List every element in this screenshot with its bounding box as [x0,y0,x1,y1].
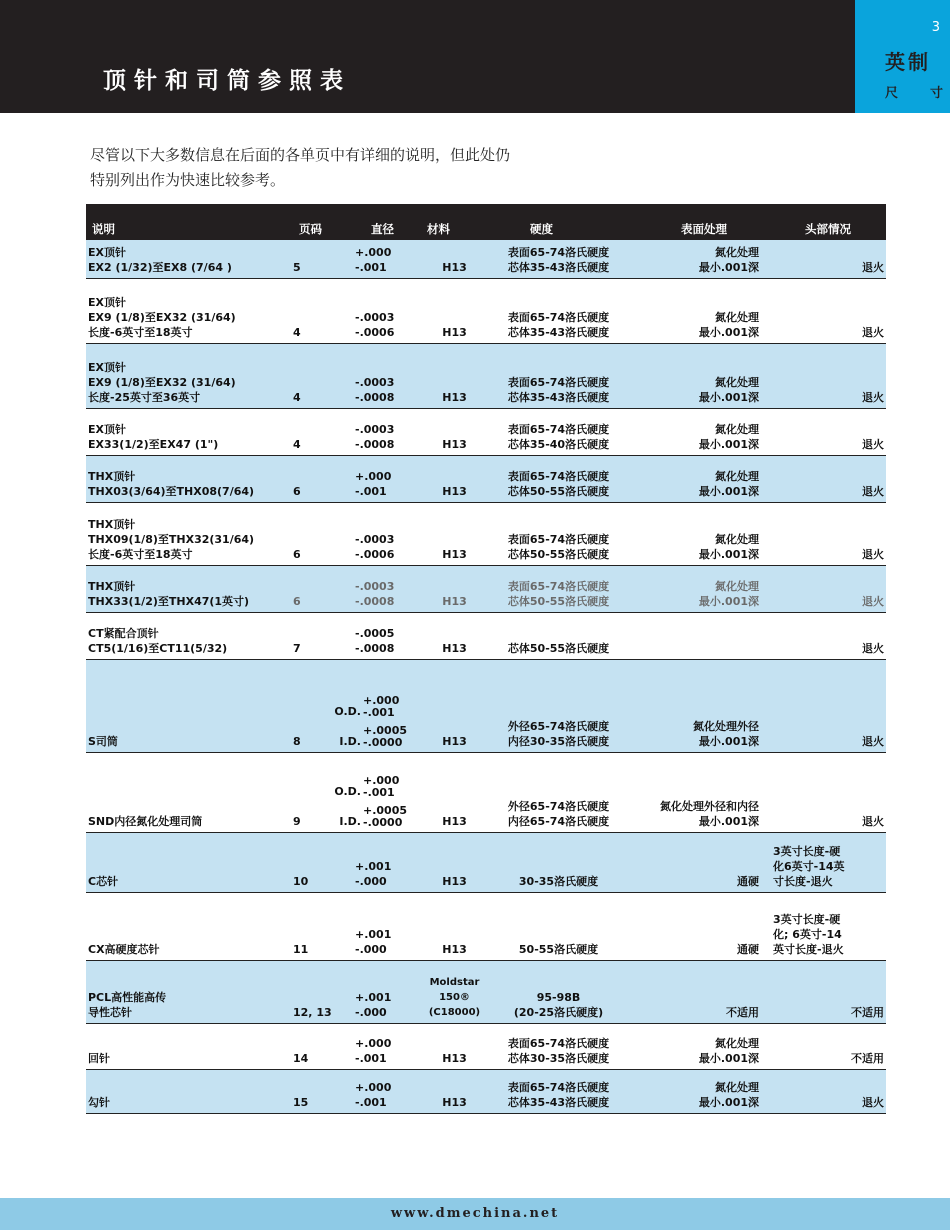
cell-head: 退火 [761,455,886,502]
cell-diameter [334,659,423,752]
cell-diameter [353,1069,423,1113]
cell-hardness [486,832,631,892]
head-line: 寸长度-退火 [773,874,833,888]
id-label: I.D. [339,814,361,828]
footer-url: www.dmechina.net [390,1206,560,1221]
hardness-line: 表面65-74洛氏硬度 [507,310,610,324]
description-line: THX33(1/2)至THX47(1英寸) [88,594,250,608]
cell-surface [631,752,761,832]
cell-description [86,1069,291,1113]
inner-diameter [331,805,421,829]
table-row [86,892,886,960]
description-line: THX顶针 [88,579,136,593]
hardness-line: 外径65-74洛氏硬度 [507,719,610,733]
tolerance-values [363,725,407,749]
material-line: 150® [439,991,470,1003]
header-bar [0,0,855,113]
cell-hardness [486,455,631,502]
tolerance-value: -.000 [355,1005,387,1019]
tolerance-value: -.0003 [355,310,395,324]
cell-hardness [486,343,631,408]
table-row [86,659,886,752]
cell-surface [631,832,761,892]
cell-diameter [353,455,423,502]
description-line: 长度-25英寸至36英寸 [88,390,201,404]
description-line: 勾针 [88,1095,110,1109]
surface-line: 通硬 [737,942,759,956]
cell-hardness [486,1069,631,1113]
hardness-line: 50-55洛氏硬度 [518,942,599,956]
surface-line: 最小.001深 [698,1051,759,1065]
hardness-line: 表面65-74洛氏硬度 [507,579,610,593]
cell-page: 6 [291,502,353,565]
cell-hardness [486,565,631,612]
cell-diameter [353,892,423,960]
material-line: (C18000) [428,1006,481,1018]
cell-page: 11 [291,892,353,960]
cell-material: H13 [423,1023,486,1069]
table-row [86,502,886,565]
cell-surface [631,278,761,343]
surface-line: 最小.001深 [698,594,759,608]
tolerance-value: -.0003 [355,422,395,436]
hardness-line: 芯体35-43洛氏硬度 [507,390,610,404]
description-line: PCL高性能高传 [88,990,167,1004]
cell-description [86,343,291,408]
od-label: O.D. [334,784,361,798]
cell-head: 退火 [761,612,886,659]
cell-diameter [353,502,423,565]
description-line: CX高硬度芯针 [88,942,160,956]
cell-head: 退火 [761,502,886,565]
tolerance-value: -.0003 [355,579,395,593]
cell-diameter [353,832,423,892]
hardness-line: 表面65-74洛氏硬度 [507,532,610,546]
cell-material: H13 [423,612,486,659]
section-tab-subtitle [885,82,943,101]
hardness-line: 30-35洛氏硬度 [518,874,599,888]
cell-surface [631,502,761,565]
description-line: THX09(1/8)至THX32(31/64) [88,532,255,546]
outer-diameter [331,775,421,799]
tolerance-value: +.000 [355,469,392,483]
description-line: EX9 (1/8)至EX32 (31/64) [88,310,236,324]
cell-description [86,502,291,565]
cell-hardness [486,892,631,960]
hardness-line: 表面65-74洛氏硬度 [507,1080,610,1094]
table-row [86,1069,886,1113]
description-line: EX顶针 [88,360,126,374]
tolerance-value: -.001 [355,260,387,274]
surface-line: 氮化处理 [715,310,759,324]
cell-head: 退火 [761,408,886,455]
surface-line: 最小.001深 [698,734,759,748]
tolerance-value: -.0008 [355,437,395,451]
cell-head: 退火 [761,565,886,612]
outer-diameter [331,695,421,719]
cell-material: H13 [423,565,486,612]
surface-line: 不适用 [726,1005,759,1019]
surface-line: 氮化处理 [715,422,759,436]
hardness-line: 芯体50-55洛氏硬度 [507,594,610,608]
surface-line: 氮化处理 [715,579,759,593]
surface-line: 最小.001深 [698,547,759,561]
cell-hardness [486,612,631,659]
cell-surface [631,455,761,502]
description-line: THX顶针 [88,469,136,483]
cell-material: H13 [423,240,486,278]
cell-description [86,278,291,343]
column-header-surface: 表面处理 [631,204,761,240]
cell-material: H13 [423,892,486,960]
cell-description [86,612,291,659]
description-line: SND内径氮化处理司筒 [88,814,203,828]
cell-description [86,1023,291,1069]
cell-diameter [353,343,423,408]
hardness-line: 表面65-74洛氏硬度 [507,469,610,483]
hardness-line: 芯体35-43洛氏硬度 [507,325,610,339]
tolerance-value: -.001 [355,1095,387,1109]
surface-line: 氮化处理外径和内径 [660,799,759,813]
cell-head: 退火 [761,240,886,278]
cell-page: 4 [291,343,353,408]
table-row [86,408,886,455]
cell-page: 6 [291,455,353,502]
description-line: EX顶针 [88,422,126,436]
description-line: 导性芯针 [88,1005,132,1019]
tolerance-value: -.0005 [355,626,395,640]
surface-line: 最小.001深 [698,1095,759,1109]
tolerance-values [363,805,407,829]
cell-page: 14 [291,1023,353,1069]
surface-line: 氮化处理 [715,469,759,483]
table-row [86,455,886,502]
cell-surface [631,343,761,408]
cell-surface [631,960,761,1023]
head-line: 3英寸长度-硬 [773,844,841,858]
cell-material: H13 [423,278,486,343]
cell-head: 退火 [761,343,886,408]
surface-line: 最小.001深 [698,325,759,339]
cell-diameter [353,1023,423,1069]
cell-diameter [353,565,423,612]
hardness-line: 芯体35-40洛氏硬度 [507,437,610,451]
tolerance-value: -.0008 [355,390,395,404]
tolerance-value: -.0008 [355,594,395,608]
cell-head [761,832,886,892]
hardness-line: 95-98B [536,990,581,1004]
description-line: S司筒 [88,734,118,748]
tolerance-value: +.000 [355,1080,392,1094]
table-row [86,752,886,832]
tolerance-value: -.001 [363,705,395,719]
description-line: EX9 (1/8)至EX32 (31/64) [88,375,236,389]
table-row [86,1023,886,1069]
cell-material: H13 [423,502,486,565]
description-line: CT紧配合顶针 [88,626,159,640]
table-row [86,278,886,343]
cell-head: 不适用 [761,960,886,1023]
surface-line: 氮化处理 [715,532,759,546]
cell-head: 退火 [761,659,886,752]
column-header-material: 材料 [423,204,486,240]
cell-page: 12, 13 [291,960,353,1023]
cell-hardness [486,752,631,832]
cell-diameter [353,278,423,343]
cell-description [86,565,291,612]
table-row [86,832,886,892]
section-tab-sub-2: 寸 [929,86,943,101]
surface-line: 最小.001深 [698,814,759,828]
surface-line: 氮化处理 [715,245,759,259]
surface-line: 氮化处理 [715,1080,759,1094]
tolerance-value: -.0008 [355,641,395,655]
page-title: 顶针和司筒参照表 [103,68,351,94]
cell-page: 15 [291,1069,353,1113]
surface-line: 通硬 [737,874,759,888]
hardness-line: 表面65-74洛氏硬度 [507,1036,610,1050]
cell-page: 4 [291,278,353,343]
page-number: 3 [931,20,940,35]
tolerance-value: -.0006 [355,325,395,339]
cell-material: H13 [423,1069,486,1113]
column-header-diameter: 直径 [353,204,423,240]
table-body [86,240,886,1113]
cell-material: H13 [423,343,486,408]
description-line: 长度-6英寸至18英寸 [88,547,193,561]
cell-description [86,892,291,960]
cell-head [761,892,886,960]
cell-description [86,960,291,1023]
cell-surface [631,659,761,752]
table-header-row [86,204,886,240]
cell-material: H13 [423,752,486,832]
table-row [86,612,886,659]
cell-head: 不适用 [761,1023,886,1069]
description-line: THX顶针 [88,517,136,531]
description-line: 回针 [88,1051,110,1065]
hardness-line: 芯体50-55洛氏硬度 [507,484,610,498]
cell-page: 10 [291,832,353,892]
tolerance-value: -.001 [363,785,395,799]
tolerance-value: +.001 [355,990,392,1004]
cell-material: H13 [423,659,486,752]
hardness-line: 芯体50-55洛氏硬度 [507,641,610,655]
surface-line: 氮化处理 [715,1036,759,1050]
cell-diameter [353,960,423,1023]
cell-head: 退火 [761,1069,886,1113]
cell-diameter [353,408,423,455]
cell-description [86,240,291,278]
cell-description [86,752,291,832]
section-tab-sub-1: 尺 [885,86,899,101]
section-tab-title: 英制 [885,50,931,74]
description-line: CT5(1/16)至CT11(5/32) [88,641,228,655]
hardness-line: 芯体50-55洛氏硬度 [507,547,610,561]
cell-head: 退火 [761,752,886,832]
cell-head: 退火 [761,278,886,343]
hardness-line: 芯体35-43洛氏硬度 [507,260,610,274]
hardness-line: 内径30-35洛氏硬度 [507,734,610,748]
intro-paragraph [90,143,650,193]
cell-hardness [486,502,631,565]
tolerance-value: -.0003 [355,532,395,546]
hardness-line: (20-25洛氏硬度) [513,1005,604,1019]
cell-description [86,832,291,892]
cell-hardness [486,659,631,752]
hardness-line: 芯体30-35洛氏硬度 [507,1051,610,1065]
cell-hardness [486,1023,631,1069]
tolerance-value: -.0000 [363,815,403,829]
cell-description [86,659,291,752]
description-line: EX33(1/2)至EX47 (1") [88,437,219,451]
table-row [86,240,886,278]
cell-page: 5 [291,240,353,278]
cell-diameter [353,612,423,659]
tolerance-value: -.0006 [355,547,395,561]
table-row [86,565,886,612]
surface-line: 最小.001深 [698,390,759,404]
intro-line: 尽管以下大多数信息在后面的各单页中有详细的说明，但此处仍 [90,146,511,164]
material-line: Moldstar [429,976,480,988]
cell-surface [631,1023,761,1069]
tolerance-value: -.001 [355,1051,387,1065]
description-line: 长度-6英寸至18英寸 [88,325,193,339]
column-header-desc: 说明 [86,204,291,240]
head-line: 3英寸长度-硬 [773,912,841,926]
surface-line: 氮化处理 [715,375,759,389]
tolerance-values [363,695,399,719]
head-line: 英寸长度-退火 [773,942,844,956]
column-header-head: 头部情况 [761,204,886,240]
description-line: C芯针 [88,874,119,888]
od-label: O.D. [334,704,361,718]
description-line: THX03(3/64)至THX08(7/64) [88,484,255,498]
cell-material: H13 [423,832,486,892]
description-line: EX2 (1/32)至EX8 (7/64 ) [88,260,232,274]
cell-page: 6 [291,565,353,612]
tolerance-value: +.000 [355,245,392,259]
description-line: EX顶针 [88,295,126,309]
hardness-line: 内径65-74洛氏硬度 [507,814,610,828]
tolerance-value: +.000 [363,773,400,787]
column-header-page: 页码 [291,204,353,240]
tolerance-value: -.0003 [355,375,395,389]
hardness-line: 芯体35-43洛氏硬度 [507,1095,610,1109]
tolerance-values [363,775,399,799]
head-line: 化; 6英寸-14 [773,927,842,941]
cell-page: 8 [291,659,353,752]
tolerance-value: +.000 [363,693,400,707]
cell-surface [631,240,761,278]
cell-hardness [486,960,631,1023]
tolerance-value: -.000 [355,874,387,888]
head-line: 化6英寸-14英 [773,859,845,873]
hardness-line: 外径65-74洛氏硬度 [507,799,610,813]
cell-material: H13 [423,408,486,455]
table-row [86,960,886,1023]
surface-line: 最小.001深 [698,484,759,498]
cell-description [86,455,291,502]
tolerance-value: -.0000 [363,735,403,749]
id-label: I.D. [339,734,361,748]
cell-surface [631,892,761,960]
cell-surface [631,612,761,659]
cell-page: 7 [291,612,353,659]
hardness-line: 表面65-74洛氏硬度 [507,375,610,389]
description-line: EX顶针 [88,245,126,259]
cell-hardness [486,408,631,455]
cell-hardness [486,240,631,278]
section-tab [855,0,950,113]
cell-material [423,960,486,1023]
cell-page: 4 [291,408,353,455]
cell-surface [631,408,761,455]
tolerance-value: -.001 [355,484,387,498]
tolerance-value: +.0005 [363,803,408,817]
table-row [86,343,886,408]
cell-diameter [353,240,423,278]
intro-line: 特别列出作为快速比较参考。 [90,171,286,189]
surface-line: 最小.001深 [698,437,759,451]
reference-table [86,204,886,1114]
cell-surface [631,565,761,612]
cell-description [86,408,291,455]
cell-surface [631,1069,761,1113]
inner-diameter [331,725,421,749]
cell-diameter [334,752,423,832]
surface-line: 氮化处理外径 [693,719,759,733]
cell-material: H13 [423,455,486,502]
cell-hardness [486,278,631,343]
tolerance-value: -.000 [355,942,387,956]
cell-page: 9 [291,752,353,832]
tolerance-value: +.0005 [363,723,408,737]
tolerance-value: +.000 [355,1036,392,1050]
hardness-line: 表面65-74洛氏硬度 [507,245,610,259]
hardness-line: 表面65-74洛氏硬度 [507,422,610,436]
tolerance-value: +.001 [355,927,392,941]
surface-line: 最小.001深 [698,260,759,274]
tolerance-value: +.001 [355,859,392,873]
column-header-hardness: 硬度 [486,204,631,240]
